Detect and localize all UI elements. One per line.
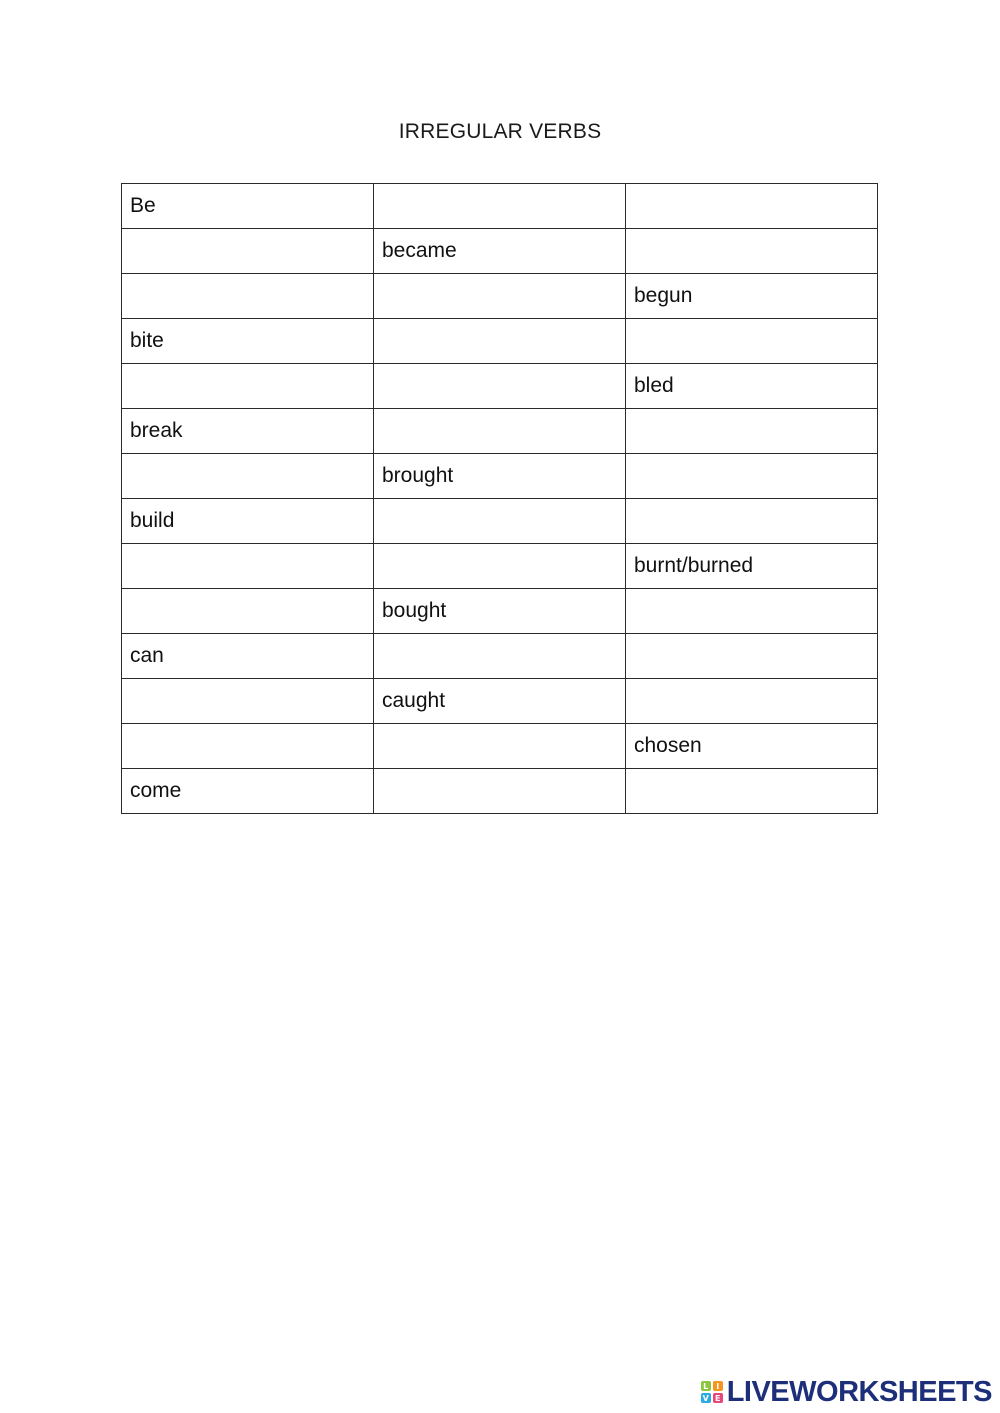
- logo-mark-letter: L: [701, 1381, 711, 1391]
- table-row: [122, 544, 878, 589]
- verb-cell-past-simple[interactable]: [374, 319, 626, 364]
- table-row: [122, 229, 878, 274]
- verb-cell-past-simple: bought: [374, 589, 626, 634]
- table-row: [122, 454, 878, 499]
- verb-cell-past-simple: became: [374, 229, 626, 274]
- verb-cell-past-simple[interactable]: [374, 499, 626, 544]
- table-row: [122, 634, 878, 679]
- logo-text: LIVEWORKSHEETS: [726, 1375, 992, 1408]
- verb-cell-base-form[interactable]: [122, 589, 374, 634]
- verb-cell-past-participle[interactable]: [626, 589, 878, 634]
- table-row: [122, 499, 878, 544]
- verb-cell-base-form[interactable]: [122, 274, 374, 319]
- verb-cell-base-form: Be: [122, 184, 374, 229]
- verb-cell-past-simple[interactable]: [374, 274, 626, 319]
- verb-cell-base-form: come: [122, 769, 374, 814]
- table-row: [122, 319, 878, 364]
- page-title: IRREGULAR VERBS: [398, 120, 602, 143]
- verb-cell-base-form[interactable]: [122, 364, 374, 409]
- verb-cell-past-participle: begun: [626, 274, 878, 319]
- verb-cell-past-participle[interactable]: [626, 184, 878, 229]
- table-row: [122, 724, 878, 769]
- logo-mark-letter: E: [713, 1393, 723, 1403]
- verb-cell-past-participle[interactable]: [626, 634, 878, 679]
- verb-cell-past-simple[interactable]: [374, 409, 626, 454]
- verb-cell-base-form[interactable]: [122, 544, 374, 589]
- logo-mark-icon: [701, 1381, 723, 1403]
- verb-cell-base-form[interactable]: [122, 679, 374, 724]
- verb-cell-base-form[interactable]: [122, 229, 374, 274]
- verb-cell-past-simple[interactable]: [374, 184, 626, 229]
- verb-cell-base-form: can: [122, 634, 374, 679]
- verb-cell-past-simple[interactable]: [374, 364, 626, 409]
- verb-cell-past-participle: bled: [626, 364, 878, 409]
- logo-mark-letter: I: [713, 1381, 723, 1391]
- verb-cell-past-participle[interactable]: [626, 319, 878, 364]
- verb-cell-past-simple: brought: [374, 454, 626, 499]
- verb-cell-past-participle[interactable]: [626, 499, 878, 544]
- verb-cell-base-form: break: [122, 409, 374, 454]
- verb-cell-past-participle: burnt/burned: [626, 544, 878, 589]
- verb-cell-past-participle[interactable]: [626, 454, 878, 499]
- verb-cell-past-participle: chosen: [626, 724, 878, 769]
- verb-cell-base-form: bite: [122, 319, 374, 364]
- table-row: [122, 769, 878, 814]
- verb-cell-past-participle[interactable]: [626, 769, 878, 814]
- verb-cell-past-participle[interactable]: [626, 229, 878, 274]
- table-row: [122, 589, 878, 634]
- liveworksheets-logo: [701, 1377, 992, 1407]
- verb-table: [121, 183, 878, 814]
- table-row: [122, 679, 878, 724]
- table-row: [122, 274, 878, 319]
- verb-cell-past-participle[interactable]: [626, 409, 878, 454]
- logo-mark-letter: V: [702, 1393, 709, 1403]
- verb-cell-past-simple[interactable]: [374, 724, 626, 769]
- verb-cell-past-participle[interactable]: [626, 679, 878, 724]
- table-row: [122, 184, 878, 229]
- verb-cell-past-simple: caught: [374, 679, 626, 724]
- table-row: [122, 409, 878, 454]
- verb-cell-base-form[interactable]: [122, 454, 374, 499]
- table-row: [122, 364, 878, 409]
- verb-cell-base-form: build: [122, 499, 374, 544]
- verb-cell-base-form[interactable]: [122, 724, 374, 769]
- verb-cell-past-simple[interactable]: [374, 769, 626, 814]
- verb-cell-past-simple[interactable]: [374, 544, 626, 589]
- verb-cell-past-simple[interactable]: [374, 634, 626, 679]
